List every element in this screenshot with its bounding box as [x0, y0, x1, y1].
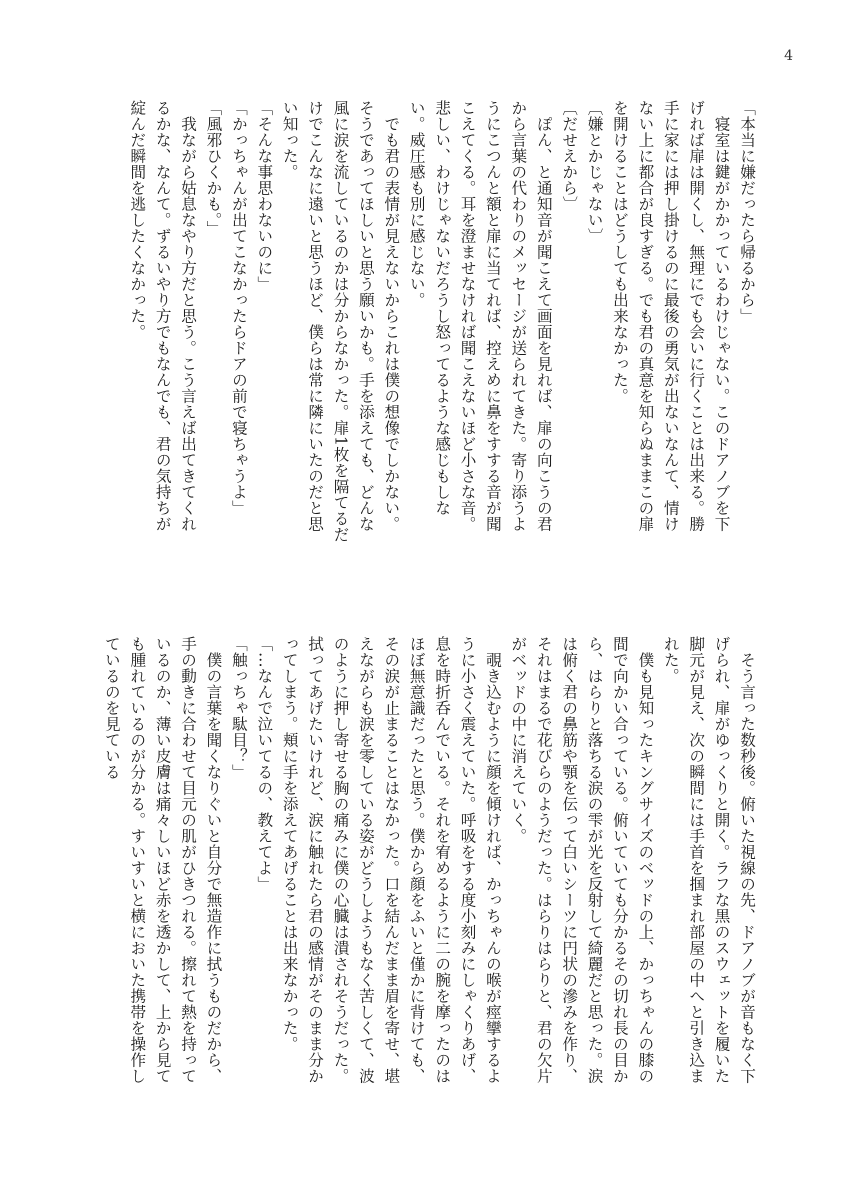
paragraph: 〔だせえから〕: [560, 100, 579, 212]
paragraph: 我ながら姑息なやり方だと思う。こう言えば出てきてくれるかな、なんて。ずるいやり方でもなんでも、君の気持ちが綻んだ瞬間を逃したくなかった。: [128, 100, 198, 532]
paragraph: 覗き込むように顔を傾ければ、かっちゃんの喉が痙攣するように小さく震えていた。呼吸をする度小刻みにしゃくりあげ、息を時折呑んでいる。それを宥めるように二の腕を摩ったのはほぼ無意識だったと思う。僕から顔をふいと僅かに背けても、その涙が止まることはなかった。口を結んだまま眉を寄せ、堪えながらも涙を零している姿がどうしようもなく苦しくて、波のように押し寄せる胸の痛みに僕の心臓は潰されそうだった。拭ってあげたいけれど、涙に触れたら君の感情がそのまま分かってしまう。頬に手を添えてあげることは出来なかった。: [280, 636, 502, 1084]
paragraph: そう言った数秒後。俯いた視線の先、ドアノブが音もなく下げられ、扉がゆっくりと開く。ラフな黒のスウェットを履いた脚元が見え、次の瞬間には手首を掴まれ部屋の中へと引き込まれた。: [661, 636, 756, 1084]
paragraph: 僕の言葉を聞くなりぐいと自分で無造作に拭うものだから、手の動きに合わせて目元の肌がひきつれる。擦れて熱を持っているのか、薄い皮膚は痛々しいほど赤を透かして、上から見ても腫れているのが分かる。すいすいと横においた携帯を操作しているのを見ている: [102, 636, 223, 1084]
page-number: 4: [784, 48, 793, 64]
paragraph: 「…なんで泣いてるの、教えてよ」: [255, 636, 274, 892]
paragraph: 「触っちゃ駄目？」: [229, 636, 248, 780]
paragraph: でも君の表情が見えないからこれは僕の想像でしかない。そうであってほしいと思う願いかも。手を添えても、どんな風に涙を流しているのかは分からなかった。扉1枚を隔てるだけでこんなに遠いと思うほど、僕らは常に隣にいたのだと思い知った。: [280, 100, 401, 543]
paragraph: 〔嫌とかじゃない〕: [585, 100, 604, 244]
paragraph: 「本当に嫌だったら帰るから」: [738, 100, 756, 324]
text-block-bottom: [81, 636, 759, 1096]
paragraph: 僕も見知ったキングサイズのベッドの上、かっちゃんの膝の間で向かい合っている。俯いていても分かるその切れ長の目から、はらりと落ちる涙の雫が光を反射して綺麗だと思った。涙は俯く君の鼻筋や顎を伝って白いシーツに円状の滲みを作り、それはまるで花びらのようだった。はらりはらりと、君の欠片がベッドの中に消えていく。: [509, 636, 655, 1084]
paragraph: 「かっちゃんが出てこなかったらドアの前で寝ちゃうよ」: [229, 100, 248, 516]
paragraph: 「そんな事思わないのに」: [255, 100, 274, 292]
text-block-top: [81, 100, 759, 546]
paragraph: ぽん、と通知音が聞こえて画面を見れば、扉の向こうの君から言葉の代わりのメッセージが送られてきた。寄り添うようにこつんと額と扉に当てれば、控えめに鼻をすする音が聞こえてくる。耳を澄ませなければ聞こえないほど小さな音。悲しい、わけじゃないだろうし怒ってるような感じもしない。威圧感も別に感じない。: [407, 100, 553, 532]
paragraph: 「風邪ひくかも。」: [204, 100, 223, 237]
paragraph: 寝室は鍵がかかっているわけじゃない。このドアノブを下げれば扉は開くし、無理にでも会いに行くことは出来る。勝手に家には押し掛けるのに最後の勇気が出ないなんて、情けない上に都合が良すぎる。でも君の真意を知らぬままこの扉を開けることはどうしても出来なかった。: [610, 100, 731, 532]
